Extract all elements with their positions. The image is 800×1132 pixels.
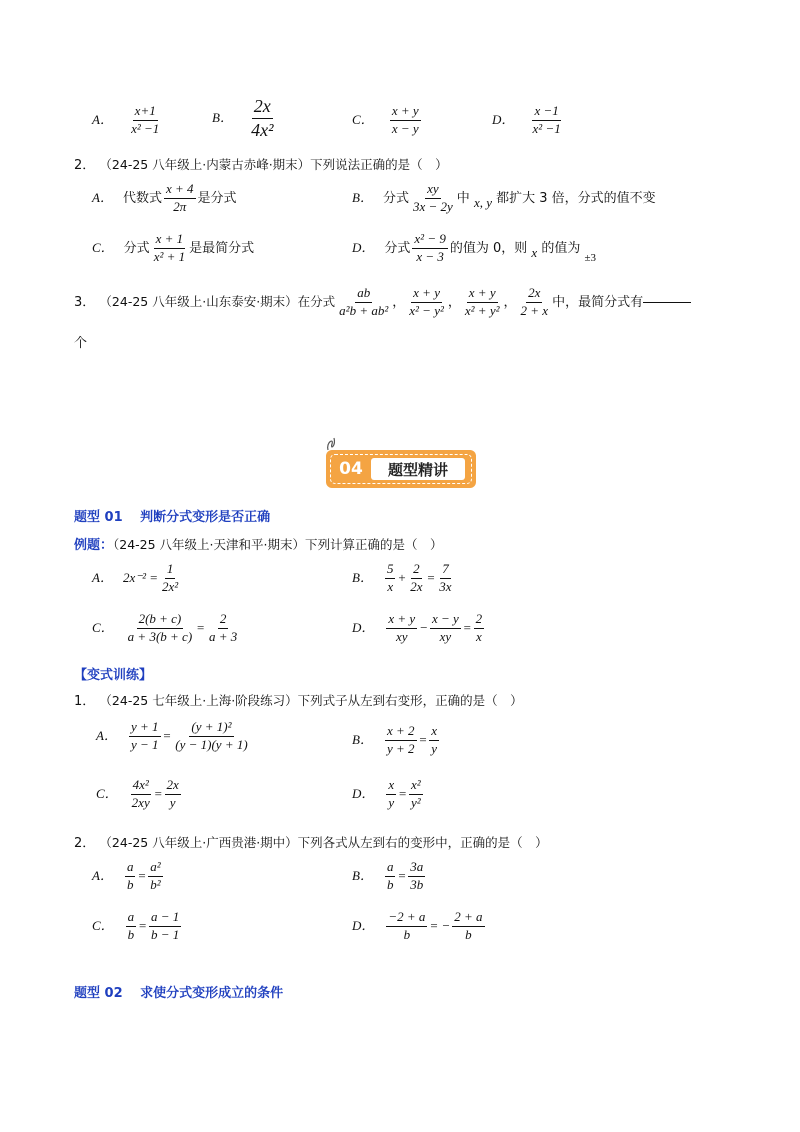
fraction: $\frac{x}{y}$ (431, 723, 438, 756)
training-q1-option-c: C． $\frac{\text{4x²}}{2xy}$ = $\frac{2x}{y}$ (96, 777, 179, 810)
q1-option-a (92, 104, 163, 137)
type02-heading: 题型 02 求使分式变形成立的条件 (74, 986, 284, 1001)
question-source: （24-25 七年级上·上海·阶段练习）下列式子从左到右变形，正确的是（ ） (99, 693, 523, 708)
fraction: $\frac{3a}{3b}$ (410, 859, 424, 892)
fraction: $\frac{-2 + a}{b}$ (388, 909, 426, 942)
fraction: $\frac{2x}{\text{4x²}}$ (251, 96, 274, 140)
fraction: $\frac{ab}{\text{a²b + ab²}}$ (339, 285, 389, 318)
answer-blank (643, 302, 691, 303)
fraction: $\frac{\text{x² − 9}}{x - 3}$ (414, 231, 446, 264)
option-label: D． (352, 917, 375, 933)
option-label: D． (492, 111, 515, 127)
fraction: $\frac{x}{y}$ (388, 777, 395, 810)
fraction: $\frac{2x}{y}$ (166, 777, 179, 810)
training-q1-option-d: D． $\frac{x}{y}$ = $\frac{\text{x²}}{\text{y²}}$ (352, 777, 421, 810)
question-source: （24-25 八年级上·天津和平·期末）下列计算正确的是（ ） (113, 537, 443, 552)
option-label: B． (212, 109, 233, 125)
question-number: 2． (74, 836, 96, 851)
question-number: 2． (74, 158, 96, 173)
fraction: $\frac{x + y}{xy}$ (388, 611, 416, 644)
question-number: 1． (74, 694, 96, 709)
training-q2-option-a: A． $\frac{a}{b}$ = $\frac{\text{a²}}{\text{b²}}$ (92, 859, 161, 892)
training-q2-option-c: C． $\frac{a}{b}$ = $\frac{a - 1}{b - 1}$ (92, 909, 180, 942)
section-number: 04 (339, 459, 363, 479)
option-label: A． (92, 189, 113, 205)
fraction: $\frac{a}{b}$ (126, 859, 134, 892)
example-stem (74, 534, 443, 553)
training-q1-option-b: B． $\frac{x + 2}{y + 2}$ = $\frac{x}{y}$ (352, 723, 438, 756)
q3-unit: 个 (74, 336, 88, 351)
q3-stem: 3． （24-25 八年级上·山东泰安·期末）在分式 $\frac{ab}{\text{a²b + ab²}}$ ， $\frac{x + y}{\text{x² − y²}}$ ， $\frac{x + y}{\text{x² + y²}}$ ， $\frac{2x}{2 + x}$ 中，最简分式有 (74, 286, 691, 319)
option-label: B． (352, 867, 373, 883)
example-label: 例题： (74, 538, 114, 553)
fraction: $\frac{x + y}{\text{x² − y²}}$ (409, 285, 444, 318)
fraction: $\frac{2 + a}{b}$ (454, 909, 483, 942)
option-label: B． (352, 569, 373, 585)
training-heading: 【变式训练】 (74, 668, 153, 683)
option-label: C． (92, 619, 114, 635)
fraction: $\frac{x + 1}{\text{x² + 1}}$ (153, 231, 186, 264)
fraction: $\frac{\text{x²}}{\text{y²}}$ (410, 777, 421, 810)
training-q2-option-b: B． $\frac{a}{b}$ = $\frac{3a}{3b}$ (352, 859, 424, 892)
q1-option-c (352, 104, 423, 137)
q1-option-b (212, 96, 277, 140)
fraction: $\frac{x + y}{\text{x² + y²}}$ (464, 285, 500, 318)
fraction: $\frac{y + 1}{y - 1}$ (130, 719, 159, 752)
fraction: $\frac{a}{b}$ (386, 859, 394, 892)
question-source: （24-25 八年级上·广西贵港·期中）下列各式从左到右的变形中，正确的是（ ） (99, 835, 548, 850)
fraction: $\frac{2}{2x}$ (410, 561, 423, 594)
question-number: 3． (74, 294, 96, 310)
fraction: $\frac{5}{x}$ (386, 561, 394, 594)
fraction: $\frac{a - 1}{b - 1}$ (150, 909, 180, 942)
option-label: A． (92, 867, 113, 883)
fraction: $\frac{x + 4}{2\pi}$ (165, 181, 194, 214)
fraction: $\frac{x+1}{\text{x² −1}}$ (131, 103, 160, 136)
section-title: 题型精讲 (371, 458, 465, 480)
example-option-d: D． $\frac{x + y}{xy}$ − $\frac{x - y}{xy}$ = $\frac{2}{x}$ (352, 611, 483, 644)
fraction: $\frac{\text{(y + 1)²}}{(y - 1)(y + 1)}$ (175, 719, 248, 752)
type01-heading: 题型 01 判断分式变形是否正确 (74, 510, 271, 525)
option-label: D． (352, 239, 375, 255)
q1-option-d (492, 104, 565, 137)
option-label: A． (92, 569, 113, 585)
option-label: A． (96, 727, 117, 743)
fraction: $\frac{x - y}{xy}$ (431, 611, 459, 644)
option-label: C． (352, 111, 374, 127)
option-label: B． (352, 731, 373, 747)
question-source: （24-25 八年级上·山东泰安·期末）在分式 (99, 293, 336, 309)
fraction: $\frac{2}{a + 3}$ (208, 611, 238, 644)
fraction: $\frac{x + y}{x - y}$ (391, 103, 419, 136)
q2-stem (74, 154, 448, 173)
fraction: $\frac{2(b + c)}{a + 3(b + c)}$ (127, 611, 193, 644)
example-option-b: B． $\frac{5}{x}$ + $\frac{2}{2x}$ = $\frac{7}{3x}$ (352, 561, 452, 594)
q2-option-d: D． 分式 $\frac{\text{x² − 9}}{x - 3}$ 的值为 0，则 x 的值为 $_{\pm 3}$ (352, 231, 597, 264)
fraction: $\frac{7}{3x}$ (439, 561, 452, 594)
option-label: C． (92, 917, 114, 933)
fraction: $\frac{1}{\text{2x²}}$ (162, 561, 179, 594)
option-label: A． (92, 111, 113, 127)
fraction: $\frac{xy}{3x - 2y}$ (412, 181, 453, 214)
training-q2-option-d: D． $\frac{-2 + a}{b}$ = − $\frac{2 + a}{b}$ (352, 909, 483, 942)
example-option-a: A． 2x⁻² = $\frac{1}{\text{2x²}}$ (92, 561, 179, 594)
option-label: C． (96, 785, 118, 801)
q2-option-c: C． 分式 $\frac{x + 1}{\text{x² + 1}}$ 是最简分式 (92, 231, 255, 264)
fraction: $\frac{2x}{2 + x}$ (520, 285, 549, 318)
training-q1-stem (74, 690, 523, 709)
question-source: （24-25 八年级上·内蒙古赤峰·期末）下列说法正确的是（ ） (99, 157, 448, 172)
section-banner (326, 450, 476, 488)
option-label: C． (92, 239, 114, 255)
fraction: $\frac{2}{x}$ (475, 611, 483, 644)
option-label: D． (352, 619, 375, 635)
training-q2-stem (74, 832, 548, 851)
option-label: B． (352, 189, 373, 205)
fraction: $\frac{x -1}{\text{x² −1}}$ (532, 103, 561, 136)
fraction: $\frac{\text{4x²}}{2xy}$ (131, 777, 150, 810)
option-label: D． (352, 785, 375, 801)
q2-option-b: B． 分式 $\frac{xy}{3x - 2y}$ 中 x, y 都扩大 3 倍，分式的值不变 (352, 181, 656, 214)
training-q1-option-a: A． $\frac{y + 1}{y - 1}$ = $\frac{\text{(y + 1)²}}{(y - 1)(y + 1)}$ (96, 719, 248, 752)
example-option-c: C． $\frac{2(b + c)}{a + 3(b + c)}$ = $\frac{2}{a + 3}$ (92, 611, 238, 644)
fraction: $\frac{\text{a²}}{\text{b²}}$ (150, 859, 161, 892)
fraction: $\frac{x + 2}{y + 2}$ (386, 723, 415, 756)
fraction: $\frac{a}{b}$ (127, 909, 135, 942)
q2-option-a: A． 代数式 $\frac{x + 4}{2\pi}$ 是分式 (92, 181, 237, 214)
